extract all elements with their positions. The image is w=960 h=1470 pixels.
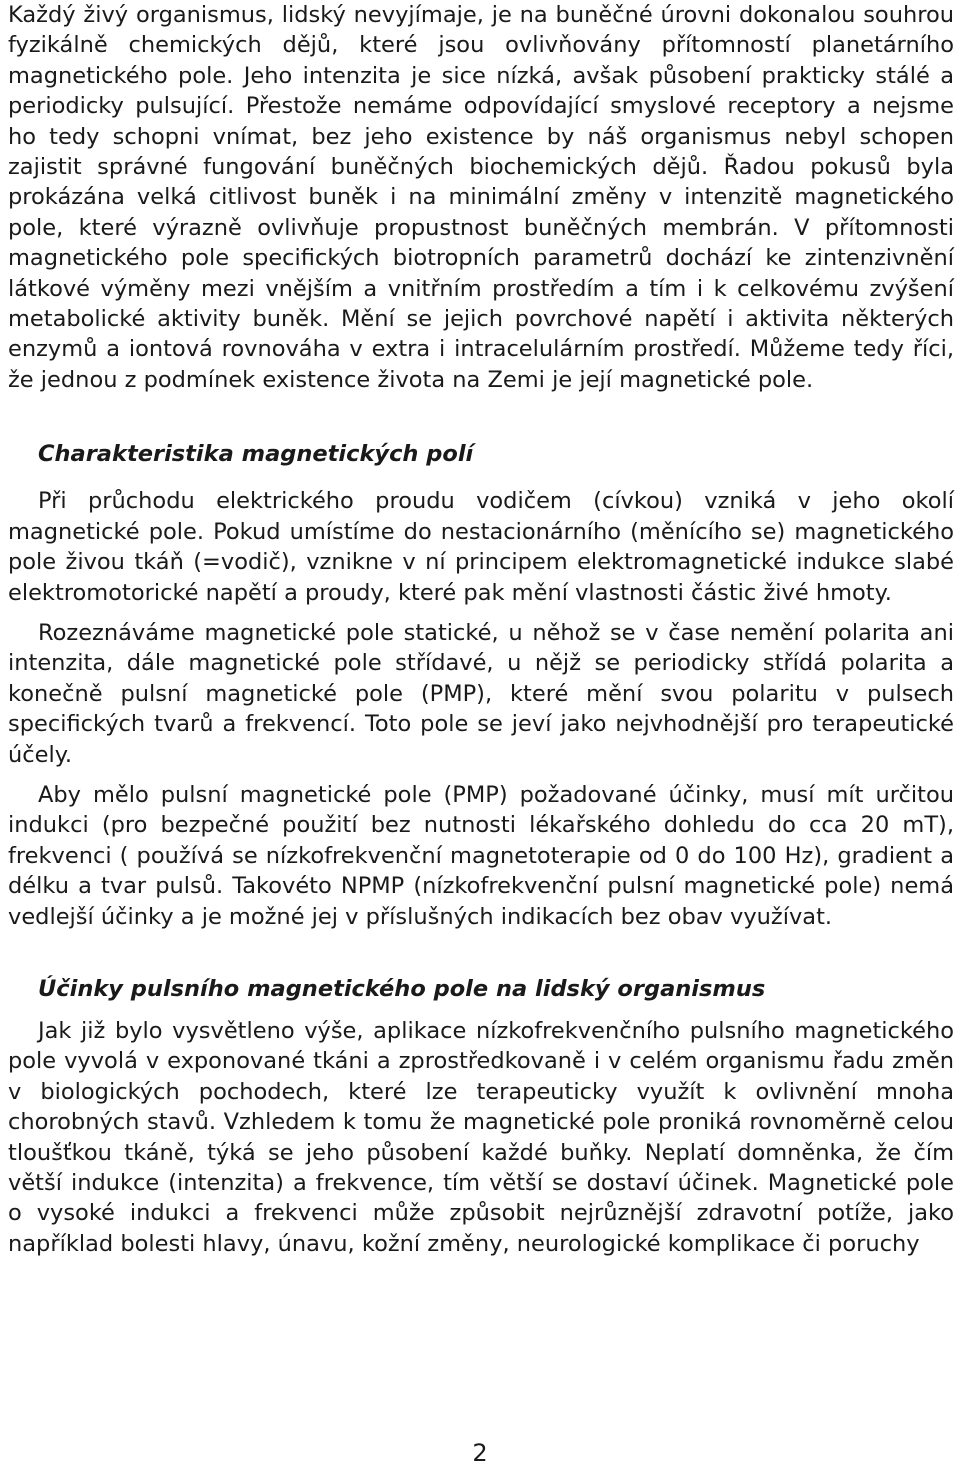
- paragraph: Jak již bylo vysvětleno výše, aplikace nízkofrekvenčního pulsního magnetického pole vyvolá v exponované tkáni a zprostředkovaně i v celém organismu řadu změn v biologických pochodech, které lze terapeuticky využít k ovlivnění mnoha chorobných stavů. Vzhledem k tomu že magnetické pole proniká rovnoměrně celou tloušťkou tkáně, týká se jeho působení každé buňky. Neplatí domněnka, že čím větší indukce (intenzita) a frekvence, tím větší se dostaví účinek. Magnetické pole o vysoké indukci a frekvenci může způsobit nejrůznější zdravotní potíže, jako například bolesti hlavy, únavu, kožní změny, neurologické komplikace či poruchy: [8, 1017, 954, 1257]
- section-heading-characteristics: Charakteristika magnetických polí: [38, 441, 474, 468]
- section-heading-effects: Účinky pulsního magnetického pole na lidský organismus: [38, 975, 766, 1002]
- paragraph: Při průchodu elektrického proudu vodičem (cívkou) vzniká v jeho okolí magnetické pole. Pokud umístíme do nestacionárního (měnícího se) magnetického pole živou tkáň (=vodič), vznikne v ní principem elektromagnetické indukce slabé elektromotorické napětí a proudy, které pak mění vlastnosti částic živé hmoty.: [8, 488, 954, 606]
- page-number: 2: [472, 1439, 488, 1467]
- paragraph: Rozeznáváme magnetické pole statické, u něhož se v čase nemění polarita ani intenzita, dále magnetické pole střídavé, u nějž se periodicky střídá polarita a konečně pulsní magnetické pole (PMP), které mění svou polaritu v pulsech specifických tvarů a frekvencí. Toto pole se jeví jako nejvhodnější pro terapeutické účely.: [8, 619, 954, 768]
- paragraph: Aby mělo pulsní magnetické pole (PMP) požadované účinky, musí mít určitou indukci (pro bezpečné použití bez nutnosti lékařského dohledu do cca 20 mT), frekvenci ( používá se nízkofrekvenční magnetoterapie od 0 do 100 Hz), gradient a délku a tvar pulsů. Takovéto NPMP (nízkofrekvenční pulsní magnetické pole) nemá vedlejší účinky a je možné jej v příslušných indikacích bez obav využívat.: [8, 781, 954, 930]
- intro-paragraph: Každý živý organismus, lidský nevyjímaje, je na buněčné úrovni dokonalou souhrou fyzikálně chemických dějů, které jsou ovlivňovány přítomností planetárního magnetického pole. Jeho intenzita je sice nízká, avšak působení prakticky stálé a periodicky pulsující. Přestože nemáme odpovídající smyslové receptory a nejsme ho tedy schopni vnímat, bez jeho existence by náš organismus nebyl schopen zajistit správné fungování buněčných biochemických dějů. Řadou pokusů byla prokázána velká citlivost buněk i na minimální změny v intenzitě magnetického pole, které výrazně ovlivňuje propustnost buněčných membrán. V přítomnosti magnetického pole specifických biotropních parametrů dochází ke zintenzivnění látkové výměny mezi vnějším a vnitřním prostředím a tím i k celkovému zvýšení metabolické aktivity buněk. Mění se jejich povrchové napětí i aktivita některých enzymů a iontová rovnováha v extra i intracelulárním prostředí. Můžeme tedy říci, že jednou z podmínek existence života na Zemi je její magnetické pole.: [8, 2, 954, 393]
- document-page: [8, 0, 954, 1259]
